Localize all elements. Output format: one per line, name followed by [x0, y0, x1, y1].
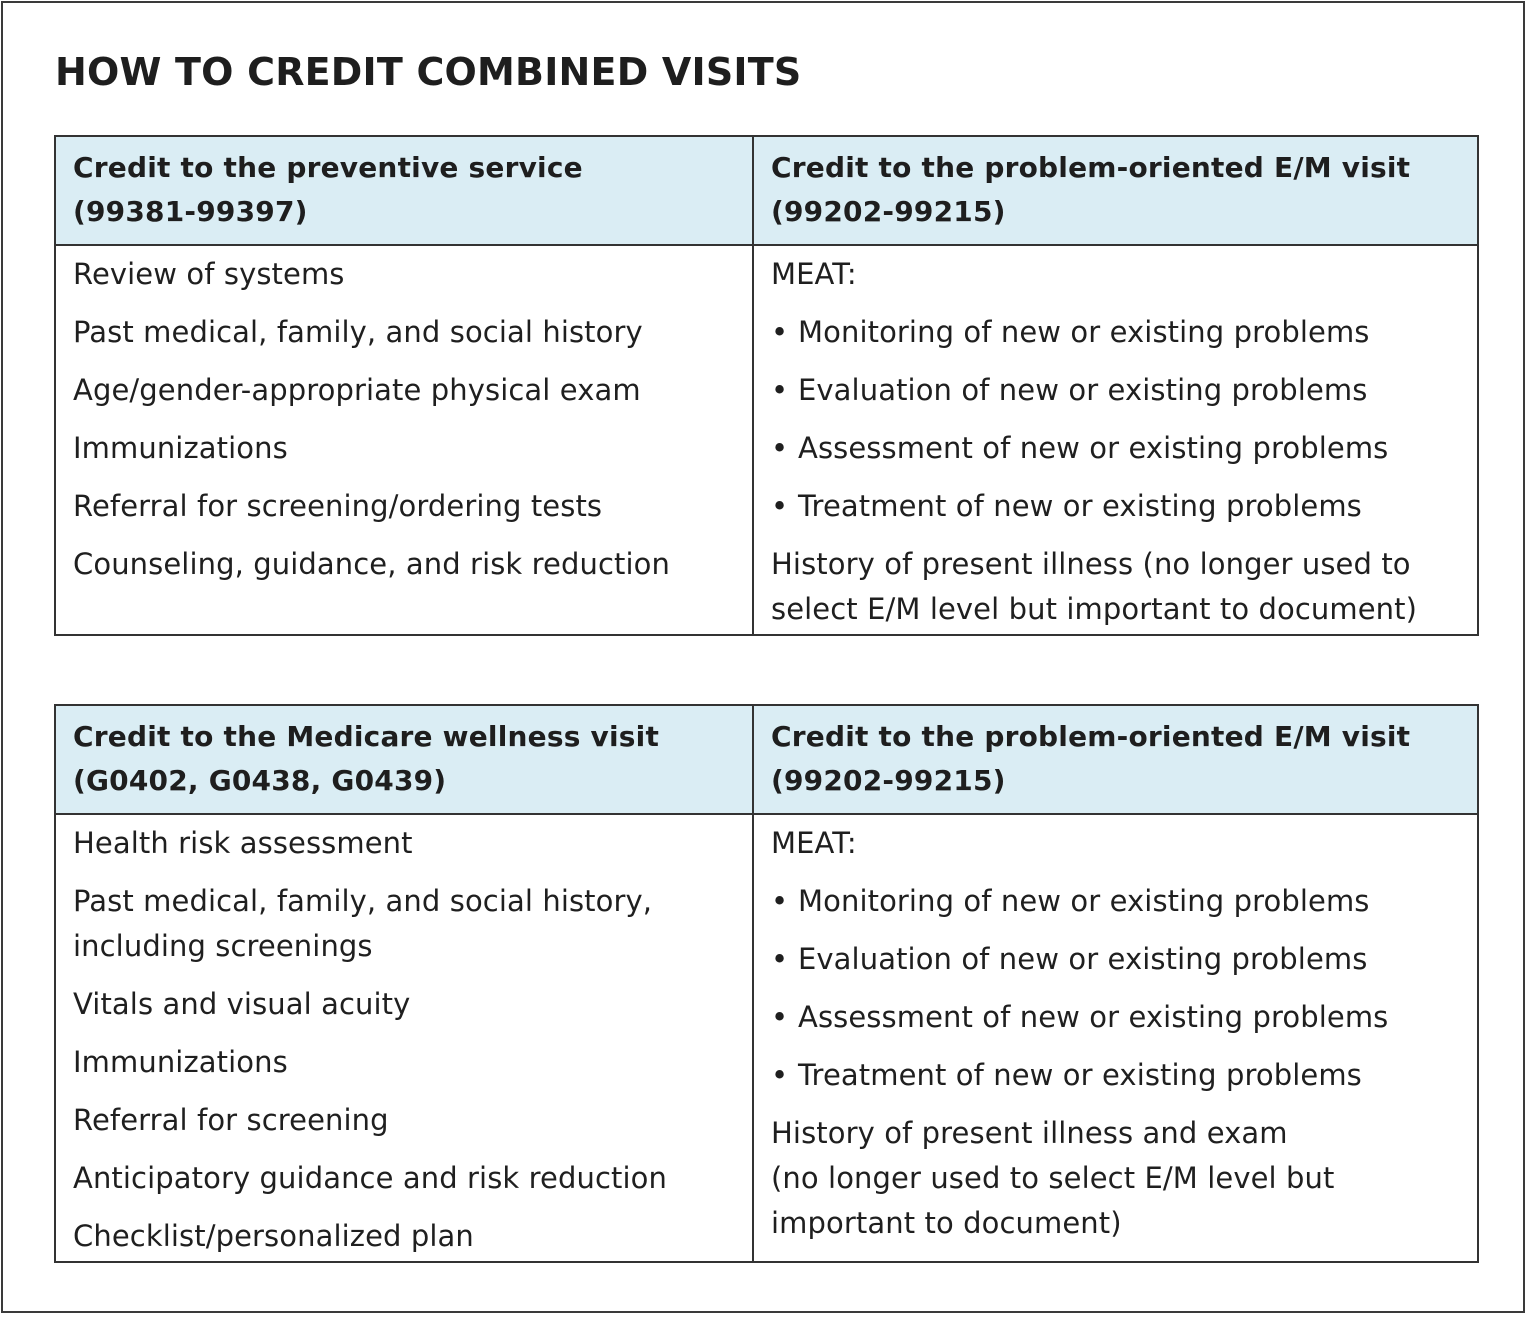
bullet-text: Assessment of new or existing problems: [798, 1000, 1389, 1034]
list-item: Checklist/personalized plan: [73, 1219, 474, 1253]
bullet-text: Treatment of new or existing problems: [798, 489, 1362, 523]
table-body-row: [55, 814, 1478, 1262]
bullet-text: Monitoring of new or existing problems: [798, 884, 1370, 918]
bullet-icon: •: [771, 884, 789, 918]
list-item: Age/gender-appropriate physical exam: [73, 373, 641, 407]
bullet-icon: •: [771, 373, 789, 407]
header-codes: (99381-99397): [73, 195, 308, 228]
history-note-line: (no longer used to select E/M level but important to document): [771, 1161, 1335, 1240]
bullet-item: [771, 995, 1461, 1040]
bullet-item: [771, 310, 1461, 355]
bullet-text: Assessment of new or existing problems: [798, 431, 1389, 465]
bullet-icon: •: [771, 1000, 789, 1034]
header-codes: (99202-99215): [771, 764, 1006, 797]
header-title: Credit to the preventive service: [73, 151, 583, 184]
bullet-text: Monitoring of new or existing problems: [798, 315, 1370, 349]
bullet-text: Evaluation of new or existing problems: [798, 373, 1368, 407]
header-problem-oriented-visit: [753, 136, 1478, 245]
history-note-line: History of present illness and exam: [771, 1116, 1288, 1150]
bullet-icon: •: [771, 489, 789, 523]
header-problem-oriented-visit: [753, 705, 1478, 814]
problem-oriented-items: [753, 245, 1478, 635]
preventive-service-table: [54, 135, 1479, 636]
bullet-icon: •: [771, 1058, 789, 1092]
bullet-icon: •: [771, 942, 789, 976]
meat-label: MEAT:: [771, 257, 857, 291]
header-codes: (G0402, G0438, G0439): [73, 764, 447, 797]
meat-label: MEAT:: [771, 826, 857, 860]
header-title: Credit to the Medicare wellness visit: [73, 720, 660, 753]
list-item: Anticipatory guidance and risk reduction: [73, 1161, 667, 1195]
header-medicare-wellness-visit: [55, 705, 753, 814]
medicare-wellness-table: [54, 704, 1479, 1263]
list-item: Health risk assessment: [73, 826, 413, 860]
bullet-item: [771, 879, 1461, 924]
list-item: Past medical, family, and social history: [73, 315, 643, 349]
header-title: Credit to the problem-oriented E/M visit: [771, 720, 1411, 753]
list-item: Immunizations: [73, 431, 288, 465]
problem-oriented-items: [753, 814, 1478, 1262]
bullet-item: [771, 368, 1461, 413]
list-item: Referral for screening: [73, 1103, 389, 1137]
history-note: [771, 1111, 1461, 1246]
bullet-icon: •: [771, 431, 789, 465]
bullet-icon: •: [771, 315, 789, 349]
bullet-item: [771, 484, 1461, 529]
list-item: Immunizations: [73, 1045, 288, 1079]
list-item: Referral for screening/ordering tests: [73, 489, 603, 523]
table-header-row: [55, 136, 1478, 245]
bullet-item: [771, 426, 1461, 471]
header-codes: (99202-99215): [771, 195, 1006, 228]
bullet-item: [771, 937, 1461, 982]
list-item: Review of systems: [73, 257, 345, 291]
list-item: Past medical, family, and social history, including screenings: [73, 884, 653, 963]
history-note: History of present illness (no longer used to select E/M level but important to document): [771, 547, 1418, 626]
table-header-row: [55, 705, 1478, 814]
bullet-text: Evaluation of new or existing problems: [798, 942, 1368, 976]
preventive-service-items: [55, 245, 753, 635]
bullet-text: Treatment of new or existing problems: [798, 1058, 1362, 1092]
medicare-wellness-items: [55, 814, 753, 1262]
table-body-row: [55, 245, 1478, 635]
page-title: HOW TO CREDIT COMBINED VISITS: [55, 50, 802, 94]
bullet-item: [771, 1053, 1461, 1098]
list-item: Vitals and visual acuity: [73, 987, 411, 1021]
header-title: Credit to the problem-oriented E/M visit: [771, 151, 1411, 184]
list-item: Counseling, guidance, and risk reduction: [73, 547, 670, 581]
header-preventive-service: [55, 136, 753, 245]
